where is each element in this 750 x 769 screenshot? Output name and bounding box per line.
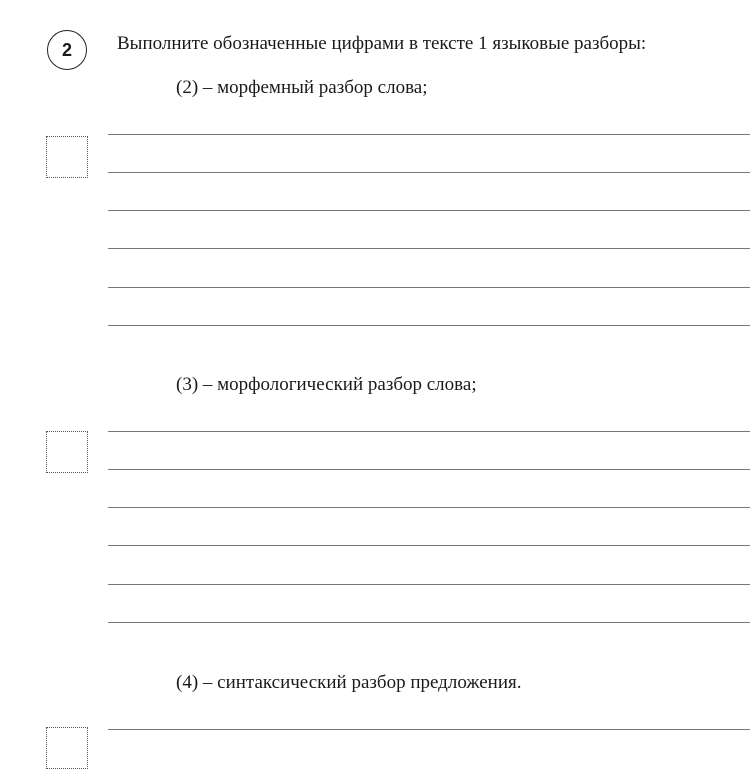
answer-line[interactable] — [108, 507, 750, 508]
answer-line[interactable] — [108, 210, 750, 211]
answer-line[interactable] — [108, 325, 750, 326]
score-box[interactable] — [46, 727, 88, 769]
answer-line[interactable] — [108, 729, 750, 730]
answer-line[interactable] — [108, 622, 750, 623]
section-label-morphological: (3) – морфологический разбор слова; — [176, 374, 477, 395]
answer-line[interactable] — [108, 584, 750, 585]
answer-line[interactable] — [108, 545, 750, 546]
answer-line[interactable] — [108, 287, 750, 288]
answer-line[interactable] — [108, 431, 750, 432]
answer-line[interactable] — [108, 469, 750, 470]
task-number-text: 2 — [61, 39, 72, 60]
task-number-badge — [47, 30, 87, 70]
section-label-syntactic: (4) – синтаксический разбор предложения. — [176, 672, 522, 693]
section-label-morphemic: (2) – морфемный разбор слова; — [176, 77, 428, 98]
answer-line[interactable] — [108, 134, 750, 135]
score-box[interactable] — [46, 136, 88, 178]
task-instruction: Выполните обозначенные цифрами в тексте 1 языковые разборы: — [117, 33, 647, 54]
answer-line[interactable] — [108, 248, 750, 249]
score-box[interactable] — [46, 431, 88, 473]
answer-line[interactable] — [108, 172, 750, 173]
